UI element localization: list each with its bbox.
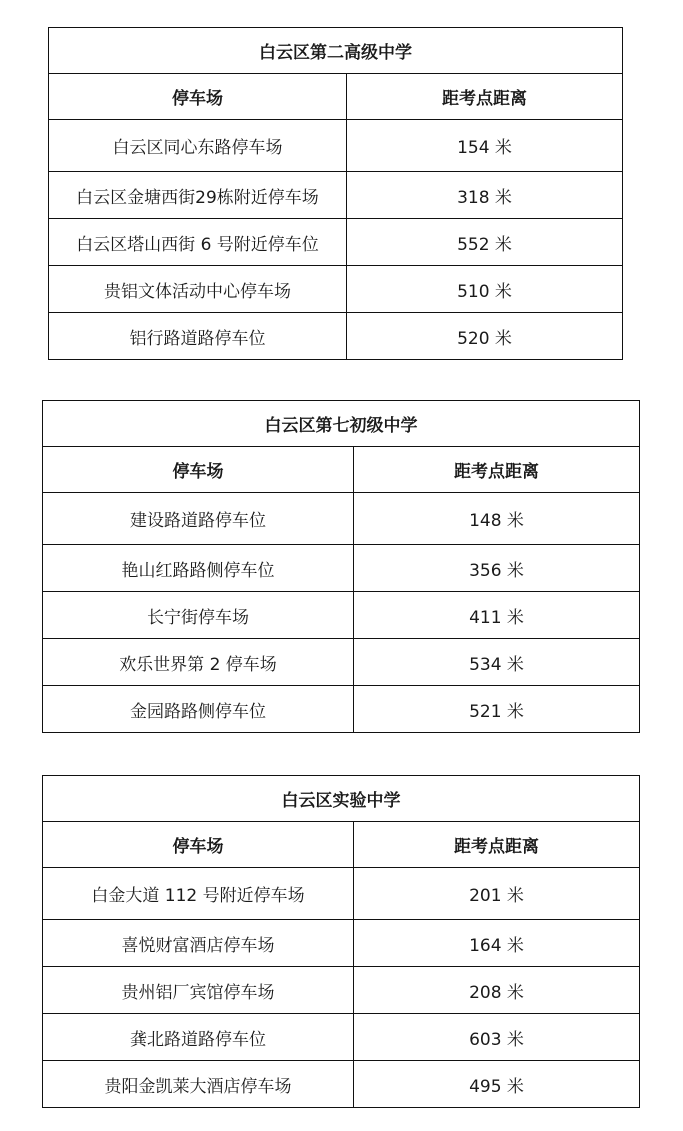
table-row [49,313,623,360]
parking-table-school-2 [42,400,640,733]
column-header-parking: 停车场 [43,447,354,493]
table-row [43,493,640,545]
column-header-distance: 距考点距离 [347,74,623,120]
parking-name-cell: 欢乐世界第 2 停车场 [43,639,354,686]
parking-name-cell: 喜悦财富酒店停车场 [43,920,354,967]
distance-cell: 534 米 [354,639,640,686]
table-row [49,266,623,313]
parking-name-cell: 建设路道路停车位 [43,493,354,545]
parking-name-cell: 贵州铝厂宾馆停车场 [43,967,354,1014]
distance-cell: 208 米 [354,967,640,1014]
table-row [43,920,640,967]
column-header-distance: 距考点距离 [354,822,640,868]
table-row [43,686,640,733]
parking-name-cell: 长宁街停车场 [43,592,354,639]
column-header-parking: 停车场 [43,822,354,868]
table-title: 白云区实验中学 [43,776,640,822]
distance-cell: 148 米 [354,493,640,545]
distance-cell: 520 米 [347,313,623,360]
distance-cell: 495 米 [354,1061,640,1108]
parking-name-cell: 金园路路侧停车位 [43,686,354,733]
distance-cell: 201 米 [354,868,640,920]
parking-name-cell: 铝行路道路停车位 [49,313,347,360]
table-row [43,592,640,639]
table-row [43,1014,640,1061]
distance-cell: 356 米 [354,545,640,592]
parking-name-cell: 白云区塔山西街 6 号附近停车位 [49,219,347,266]
column-header-distance: 距考点距离 [354,447,640,493]
table-row [43,1061,640,1108]
parking-name-cell: 白云区同心东路停车场 [49,120,347,172]
parking-name-cell: 贵铝文体活动中心停车场 [49,266,347,313]
parking-name-cell: 艳山红路路侧停车位 [43,545,354,592]
parking-table-school-1 [48,27,623,360]
parking-table-school-3 [42,775,640,1108]
distance-cell: 154 米 [347,120,623,172]
distance-cell: 164 米 [354,920,640,967]
table-row [43,967,640,1014]
table-row [43,639,640,686]
table-row [49,172,623,219]
distance-cell: 603 米 [354,1014,640,1061]
table-row [43,868,640,920]
table-title: 白云区第七初级中学 [43,401,640,447]
distance-cell: 521 米 [354,686,640,733]
distance-cell: 318 米 [347,172,623,219]
distance-cell: 552 米 [347,219,623,266]
distance-cell: 510 米 [347,266,623,313]
table-row [49,219,623,266]
column-header-parking: 停车场 [49,74,347,120]
parking-name-cell: 龚北路道路停车位 [43,1014,354,1061]
table-row [43,545,640,592]
table-row [49,120,623,172]
parking-name-cell: 贵阳金凯莱大酒店停车场 [43,1061,354,1108]
table-title: 白云区第二高级中学 [49,28,623,74]
parking-name-cell: 白金大道 112 号附近停车场 [43,868,354,920]
parking-name-cell: 白云区金塘西街29栋附近停车场 [49,172,347,219]
distance-cell: 411 米 [354,592,640,639]
